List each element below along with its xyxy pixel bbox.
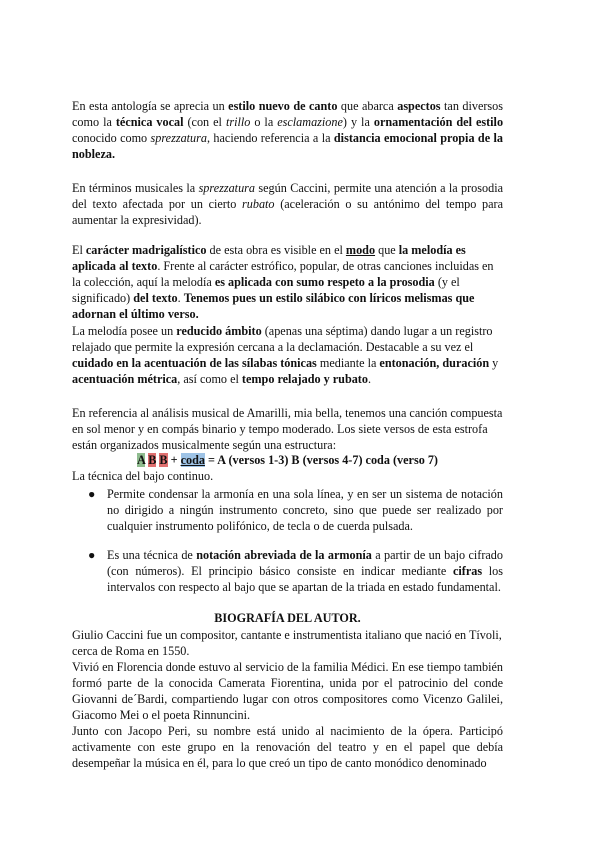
text-run: a partir de un bajo cifrado (con números). El principio básico consiste en indicar mediante [107, 548, 503, 578]
structure-formula [72, 452, 503, 468]
bio-paragraph-florencia: Vivió en Florencia donde estuvo al servicio de la familia Médici. En ese tiempo también formó parte de la conocida Camerata Fiorentina, unida por el patrocinio del conde Giovanni de´Bardi, compartiendo lugar con otros compositores como Vicenzo Galilei, Giacomo Mei o el poeta Rinnuncini. [72, 660, 503, 722]
section-b-label: B [159, 453, 168, 467]
paragraph-amarilli: En referencia al análisis musical de Amarilli, mia bella, tenemos una canción compuesta en sol menor y en compás binario y tempo moderado. Los siete versos de esta estrofa están organizados musicalmente según una estructura: [72, 406, 503, 452]
bold-run: distancia emocional propia de la nobleza. [72, 131, 503, 161]
text-run: En términos musicales la [72, 181, 199, 195]
bold-run: cuidado en la acentuación de las sílabas tónicas [72, 356, 317, 370]
text-run: . [367, 372, 372, 386]
text-run: conocido como [72, 131, 151, 145]
bold-run: cifras [452, 564, 483, 578]
text-run: (con el [183, 115, 226, 129]
list-item-text: Permite condensar la armonía en una sola línea, y en ser un sistema de notación no dirigido a ningún instrumento concreto, sino que puede ser realizado por cualquier instrumento polifónico, de tecla o de cuerda pulsada. [107, 487, 503, 533]
bold-underlined-run: modo [345, 243, 376, 257]
text-run: La melodía posee un [72, 324, 177, 338]
text-run: Es una técnica de [107, 548, 197, 562]
text-run: . [177, 291, 184, 305]
italic-run: sprezzatura [198, 181, 255, 195]
section-a-label: A [137, 453, 146, 467]
bio-paragraph-opera: Junto con Jacopo Peri, su nombre está unido al nacimiento de la ópera. Participó activamente con este grupo en la renovación del teatro y en el papel que debía desempeñar la música en él, para lo que creó un tipo de canto monódico denominado [72, 724, 503, 770]
text-run: , haciendo referencia a la [206, 131, 334, 145]
text-run: tan diversos como la [72, 99, 504, 129]
text-run: de esta obra es visible en el [206, 243, 346, 257]
bold-run: entonación, duración [379, 356, 490, 370]
bold-run: técnica vocal [115, 115, 184, 129]
text-run: ) y la [342, 115, 374, 129]
bold-run: tempo relajado y rubato [241, 372, 368, 386]
paragraph-madrigalistico [72, 242, 503, 322]
bold-run: aspectos [397, 99, 441, 113]
text-run: que [375, 243, 399, 257]
bullet-icon: ● [88, 548, 96, 562]
text-run: los intervalos con respecto al bajo que se apartan de la triada en estado fundamental. [107, 564, 503, 594]
formula-description: = A (versos 1-3) B (versos 4-7) coda (verso 7) [207, 453, 438, 467]
bold-run: la melodía es aplicada al texto [72, 243, 466, 273]
text-run: , así como el [177, 372, 242, 386]
bold-run: del texto [133, 291, 178, 305]
bold-run: reducido ámbito [176, 324, 262, 338]
paragraph-sprezzatura [72, 180, 503, 228]
paragraph-melodia [72, 323, 503, 387]
text-run: En esta antología se aprecia un [72, 99, 229, 113]
bold-run: carácter madrigalístico [85, 243, 207, 257]
plus-sign: + [170, 453, 178, 467]
coda-label: coda [180, 453, 205, 467]
bio-paragraph-birth: Giulio Caccini fue un compositor, cantante e instrumentista italiano que nació en Tívoli, cerca de Roma en 1550. [72, 628, 502, 658]
bold-run: es aplicada con sumo respeto a la prosodia [214, 275, 435, 289]
italic-run: rubato [242, 197, 275, 211]
text-run: que abarca [337, 99, 398, 113]
italic-run: esclamazione [277, 115, 343, 129]
text-run: (y el significado) [72, 275, 460, 305]
text-run: . Frente al carácter estrófico, popular, de otras canciones incluidas en la colección, aquí la melodía [72, 259, 494, 289]
text-run: mediante la [316, 356, 380, 370]
bold-run: estilo nuevo de canto [228, 99, 338, 113]
list-item [72, 486, 503, 534]
italic-run: trillo [225, 115, 251, 129]
paragraph-estilo-nuevo [72, 98, 503, 162]
bold-run: acentuación métrica [72, 372, 178, 386]
section-b-label: B [148, 453, 157, 467]
bajo-continuo-list [72, 547, 503, 595]
text-run: El [72, 243, 86, 257]
section-title-biografia: BIOGRAFÍA DEL AUTOR. [214, 611, 361, 625]
bold-run: notación abreviada de la armonía [196, 548, 372, 562]
bold-run: Tenemos pues un estilo silábico con líricos melismas que adornan el último verso. [72, 291, 475, 321]
bullet-icon: ● [88, 487, 96, 501]
bajo-continuo-list [72, 486, 503, 534]
text-run: o la [250, 115, 278, 129]
text-run: (aceleración o su antónimo del tempo para aumentar la expresividad). [72, 197, 503, 227]
text-run: y [489, 356, 499, 370]
italic-run: sprezzatura [150, 131, 207, 145]
text-run: según Caccini, permite una atención a la prosodia del texto afectada por un cierto [72, 181, 504, 211]
list-item [72, 547, 503, 595]
bold-run: ornamentación del estilo [373, 115, 504, 129]
text-run: (apenas una séptima) dando lugar a un registro relajado que permite la expresión cercana a la declamación. Destacable a su vez el [72, 324, 493, 354]
bajo-continuo-intro: La técnica del bajo continuo. [72, 469, 214, 483]
